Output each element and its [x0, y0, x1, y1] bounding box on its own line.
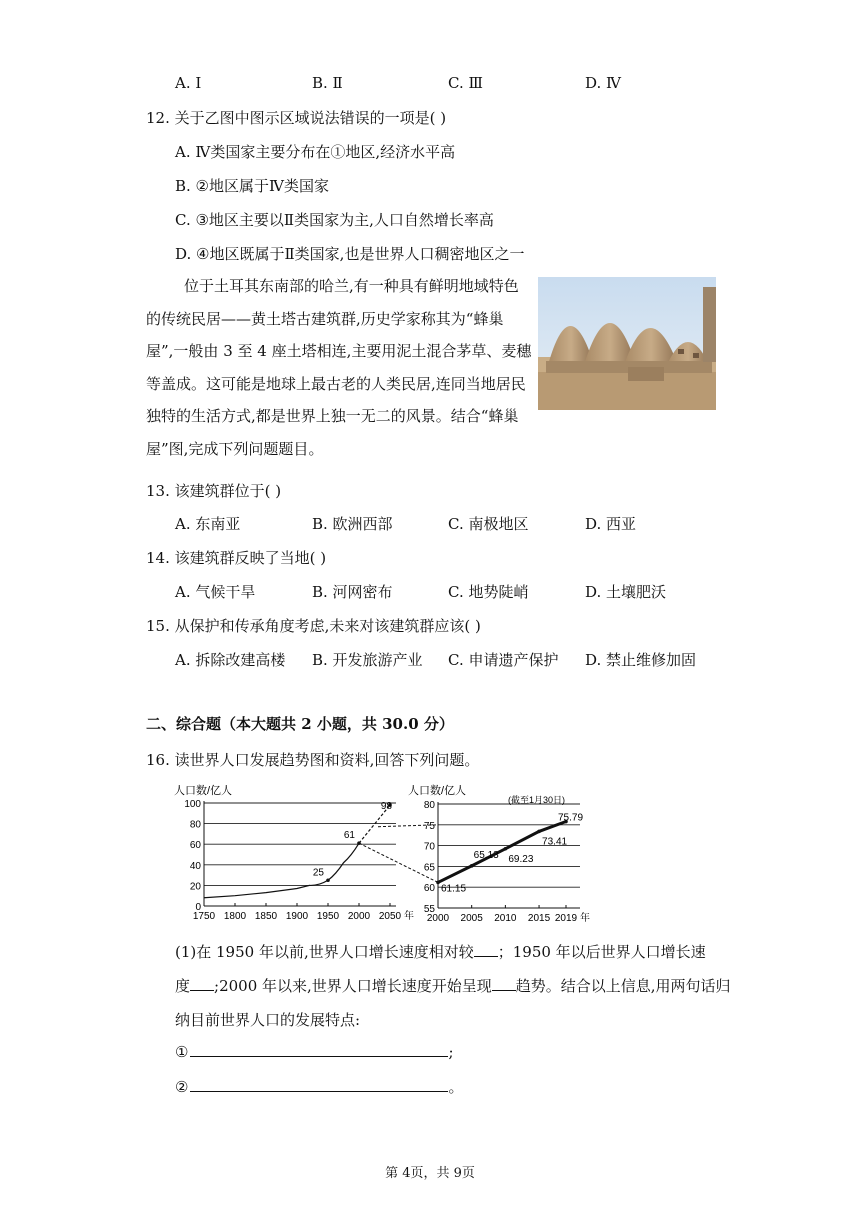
q15-option-d[interactable]: D. 禁止维修加固: [585, 651, 697, 669]
chart-x-tick-label: 1900: [285, 911, 309, 922]
beehive-houses-photo: [538, 277, 716, 410]
q12-option-d[interactable]: D. ④地区既属于Ⅱ类国家,也是世界人口稠密地区之一: [175, 245, 525, 263]
q16-sub-text: ;2000 年以来,世界人口增长速度开始呈现: [214, 977, 492, 995]
chart-x-tick-label: 1800: [223, 911, 247, 922]
population-charts: [168, 772, 592, 924]
chart-series-line: [204, 843, 359, 898]
answer-end-2: 。: [448, 1078, 464, 1096]
chart-annotation: (截至1月30日): [508, 795, 566, 805]
chart-data-label: 25: [312, 867, 324, 879]
q11-options: [175, 74, 815, 96]
q11-option-d[interactable]: D. Ⅳ: [585, 74, 622, 92]
q13-stem: 13. 该建筑群位于( ): [146, 482, 282, 500]
answer-line-2: [175, 1076, 463, 1097]
passage-line: 屋”图,完成下列问题题目。: [146, 439, 324, 458]
q11-option-a[interactable]: A. Ⅰ: [175, 74, 202, 92]
answer-blank-3[interactable]: [492, 976, 516, 991]
chart-x-tick-label: 2005: [460, 913, 483, 924]
chart-x-tick-label: 1950: [316, 911, 340, 922]
section-title: 二、综合题（本大题共 2 小题，共 30.0 分）: [146, 715, 454, 733]
q14-options: [175, 581, 815, 603]
chart-xlabel: 年: [580, 913, 590, 924]
q15-stem: 15. 从保护和传承角度考虑,未来对该建筑群应该( ): [146, 617, 481, 635]
chart-data-point: [436, 881, 440, 885]
chart-y-tick-label: 20: [189, 881, 201, 893]
q13-option-a[interactable]: A. 东南亚: [175, 515, 241, 533]
chart-data-label: 75.79: [558, 812, 584, 824]
q16-sub-text: ；1950 年以后世界人口增长速: [497, 943, 706, 961]
chart-x-tick-label: 2000: [426, 913, 450, 924]
chart-x-tick-label: 2019: [554, 913, 578, 924]
passage: [146, 270, 531, 465]
chart-data-point: [326, 878, 330, 882]
chart-y-tick-label: 80: [189, 819, 201, 831]
q15-options: [175, 649, 815, 671]
passage-line: 位于土耳其东南部的哈兰,有一种具有鲜明地域特色: [184, 277, 519, 295]
q12-stem: 12. 关于乙图中图示区域说法错误的一项是( ): [146, 109, 447, 127]
chart-y-tick-label: 55: [423, 904, 435, 915]
chart-ylabel: 人口数/亿人: [174, 785, 233, 797]
q13-option-b[interactable]: B. 欧洲西部: [312, 515, 393, 533]
answer-end-1: ;: [448, 1043, 454, 1061]
answer-line-1: [175, 1042, 454, 1061]
chart-y-tick-label: 70: [423, 841, 435, 853]
q11-option-b[interactable]: B. Ⅱ: [312, 74, 343, 92]
chart-y-tick-label: 65: [423, 862, 435, 874]
chart-x-tick-label: 1750: [192, 911, 216, 922]
chart-data-point: [504, 847, 508, 851]
q16-sub-line1: [175, 941, 706, 962]
chart-xlabel: 年: [404, 911, 414, 922]
q14-option-a[interactable]: A. 气候干旱: [175, 583, 256, 601]
chart-data-point: [357, 841, 361, 845]
q13-option-c[interactable]: C. 南极地区: [448, 515, 529, 533]
chart-y-tick-label: 60: [423, 883, 435, 895]
passage-line: 等盖成。这可能是地球上最古老的人类民居,连同当地居民: [146, 374, 526, 393]
answer-blank-1[interactable]: [474, 942, 498, 957]
q12-option-b[interactable]: B. ②地区属于Ⅳ类国家: [175, 177, 329, 195]
chart-y-tick-label: 60: [189, 840, 201, 852]
chart-data-label: 61.15: [441, 883, 467, 895]
chart-x-tick-label: 1850: [254, 911, 278, 922]
q16-sub-text: 趋势。结合以上信息,用两句话归: [515, 977, 731, 995]
q16-sub-text: 度: [175, 977, 191, 995]
q16-sub-line2: [175, 975, 731, 996]
answer-label-1: ①: [175, 1043, 189, 1061]
q16-sub-text: (1)在 1950 年以前,世界人口增长速度相对较: [175, 943, 474, 961]
q15-option-a[interactable]: A. 拆除改建高楼: [175, 651, 286, 669]
q12-option-c[interactable]: C. ③地区主要以Ⅱ类国家为主,人口自然增长率高: [175, 211, 494, 229]
q12-option-a[interactable]: A. Ⅳ类国家主要分布在①地区,经济水平高: [175, 143, 456, 161]
q16-stem: 16. 读世界人口发展趋势图和资料,回答下列问题。: [146, 751, 480, 769]
answer-input-1[interactable]: [190, 1042, 448, 1057]
chart-x-tick-label: 2000: [347, 911, 371, 922]
passage-line: 的传统民居——黄土塔古建筑群,历史学家称其为“蜂巢: [146, 309, 504, 328]
q13-options: [175, 513, 815, 535]
answer-input-2[interactable]: [190, 1077, 448, 1092]
q16-sub-line3: 纳目前世界人口的发展特点:: [175, 1011, 361, 1029]
chart-y-tick-label: 80: [423, 800, 435, 811]
chart-x-tick-label: 2015: [527, 913, 551, 924]
chart-y-tick-label: 75: [423, 820, 435, 832]
chart-series-line: [438, 822, 566, 883]
chart-data-point: [470, 864, 474, 868]
q14-stem: 14. 该建筑群反映了当地( ): [146, 549, 327, 567]
chart-y-tick-label: 100: [184, 799, 201, 810]
answer-blank-2[interactable]: [190, 976, 214, 991]
q15-option-c[interactable]: C. 申请遗产保护: [448, 651, 559, 669]
q13-option-d[interactable]: D. 西亚: [585, 515, 637, 533]
chart-data-label: 65.13: [473, 849, 499, 861]
q14-option-c[interactable]: C. 地势陡峭: [448, 583, 529, 601]
chart-data-label: 98: [380, 801, 392, 813]
chart-data-label: 61: [343, 830, 355, 842]
q14-option-d[interactable]: D. 土壤肥沃: [585, 583, 667, 601]
page-footer: 第 4页，共 9页: [385, 1166, 475, 1181]
chart-y-tick-label: 40: [189, 860, 201, 872]
answer-label-2: ②: [175, 1078, 189, 1096]
chart-data-label: 73.41: [542, 836, 568, 848]
chart-y-tick-label: 0: [195, 902, 201, 913]
chart-x-tick-label: 2050: [378, 911, 402, 922]
passage-line: 屋”,一般由 3 至 4 座土塔相连,主要用泥土混合茅草、麦穗: [146, 342, 532, 360]
chart-data-point: [537, 830, 541, 834]
passage-line: 独特的生活方式,都是世界上独一无二的风景。结合“蜂巢: [146, 407, 519, 425]
chart-ylabel: 人口数/亿人: [408, 785, 467, 797]
q11-option-c[interactable]: C. Ⅲ: [448, 74, 483, 92]
q14-option-b[interactable]: B. 河网密布: [312, 583, 393, 601]
q15-option-b[interactable]: B. 开发旅游产业: [312, 651, 423, 669]
chart-x-tick-label: 2010: [494, 913, 517, 924]
chart-data-label: 69.23: [508, 853, 534, 865]
